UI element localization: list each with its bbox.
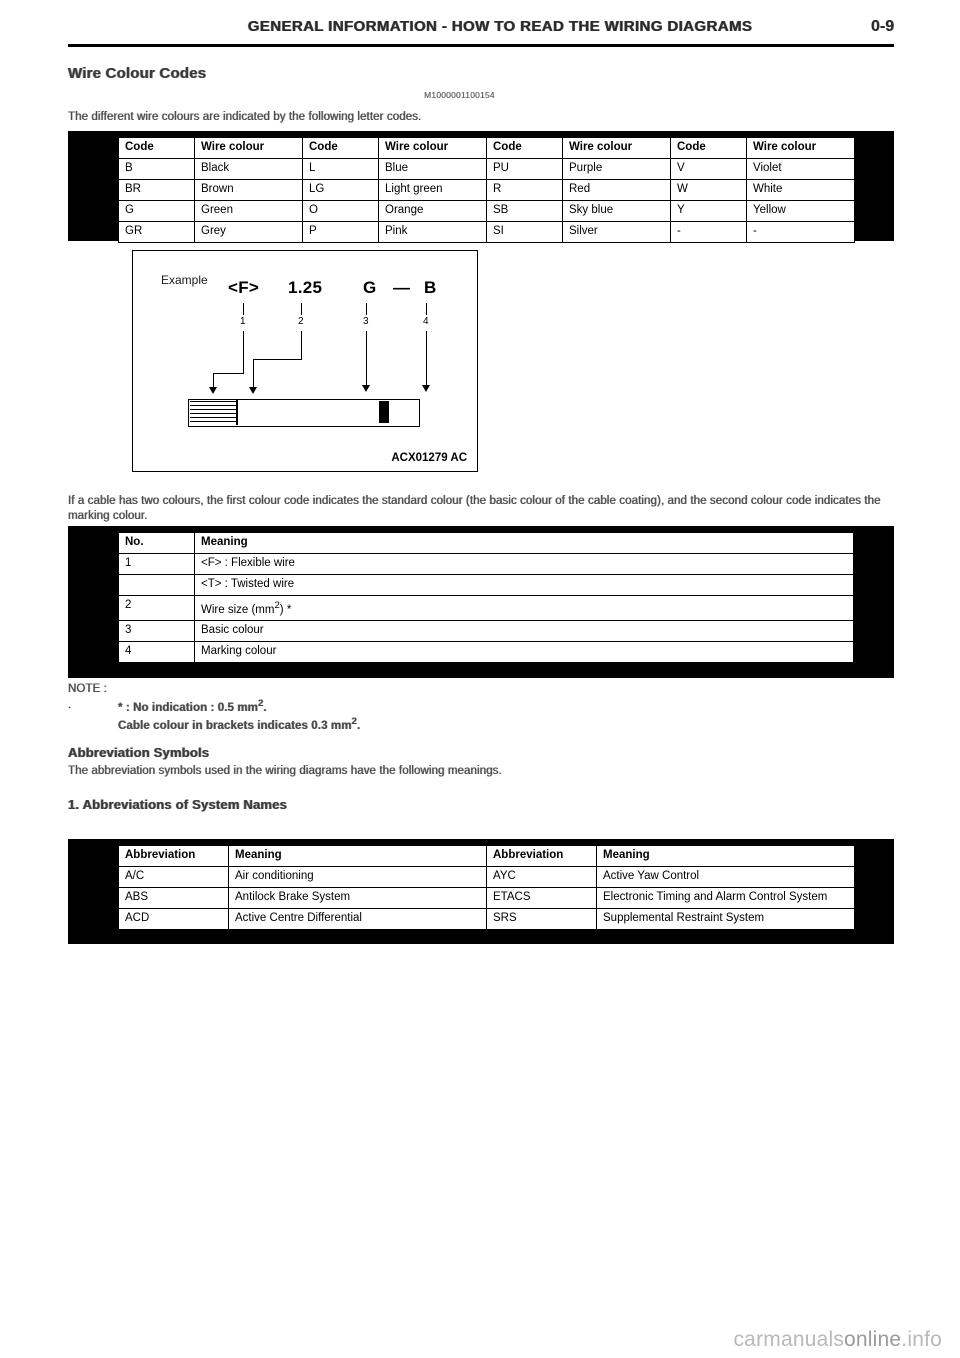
cell-colour: Orange	[379, 201, 487, 222]
note-line-2: Cable colour in brackets indicates 0.3 $mm^2$.	[118, 716, 361, 732]
col-header-colour-4: Wire colour	[747, 138, 855, 159]
cell-meaning: <F> : Flexible wire	[195, 554, 854, 575]
note-line-1: * : No indication : 0.5 $mm^2$.	[118, 698, 267, 714]
wire-colour-code-table	[118, 137, 855, 243]
cell-code: R	[487, 180, 563, 201]
cell-code: W	[671, 180, 747, 201]
figure-example-label: Example	[161, 273, 208, 287]
cell-colour: Purple	[563, 159, 671, 180]
col-header-code-4: Code	[671, 138, 747, 159]
leader-2-vertical	[301, 331, 302, 359]
cell-meaning: Antilock Brake System	[229, 888, 487, 909]
table-row	[119, 596, 854, 621]
figure-flexible-code: <F>	[228, 278, 260, 297]
page-number: 0-9	[870, 18, 894, 35]
cell-colour: Green	[195, 201, 303, 222]
cell-colour: Pink	[379, 222, 487, 243]
cell-meaning: Electronic Timing and Alarm Control System	[597, 888, 855, 909]
cell-meaning: Supplemental Restraint System	[597, 909, 855, 930]
leader-2-drop	[253, 359, 254, 389]
cell-colour: Sky blue	[563, 201, 671, 222]
abbreviation-intro-text: The abbreviation symbols used in the wiring diagrams have the following meanings.	[68, 765, 502, 777]
cell-colour: Blue	[379, 159, 487, 180]
cell-code: B	[119, 159, 195, 180]
leader-3-arrow	[362, 385, 370, 392]
table-header-row	[119, 533, 854, 554]
cell-code: LG	[303, 180, 379, 201]
col-header-meaning: Meaning	[195, 533, 854, 554]
cell-abbreviation: ETACS	[487, 888, 597, 909]
callout-number-1: 1	[240, 316, 246, 327]
table-row	[119, 180, 855, 201]
col-header-colour-1: Wire colour	[195, 138, 303, 159]
two-colour-note-text: If a cable has two colours, the first colour code indicates the standard colour (the basic colour of the cable coating), and the second colour code indicates the marking colour.	[68, 495, 881, 522]
wire-strand-boundary	[236, 399, 238, 425]
abbreviation-table	[118, 845, 855, 930]
table-header-row	[119, 138, 855, 159]
leader-2-horizontal	[253, 359, 302, 360]
watermark-part-2: online	[844, 1328, 902, 1351]
table-row	[119, 909, 855, 930]
cell-code: P	[303, 222, 379, 243]
cell-meaning: Marking colour	[195, 641, 854, 662]
col-header-meaning-2: Meaning	[597, 846, 855, 867]
cell-meaning: Wire size $(mm^2)$ *	[195, 596, 854, 621]
cell-colour: Violet	[747, 159, 855, 180]
leader-4-arrow	[422, 385, 430, 392]
wire-strands-illustration	[190, 401, 236, 423]
callout-number-3: 3	[363, 316, 369, 327]
note-bullet: .	[68, 699, 72, 711]
cell-meaning: Active Yaw Control	[597, 867, 855, 888]
callout-number-4: 4	[423, 316, 429, 327]
table-row	[119, 641, 854, 662]
cell-meaning: <T> : Twisted wire	[195, 575, 854, 596]
cell-code: PU	[487, 159, 563, 180]
callout-tick-1	[243, 303, 244, 315]
table-row	[119, 867, 855, 888]
header-divider	[68, 44, 894, 47]
col-header-no: No.	[119, 533, 195, 554]
table-row	[119, 620, 854, 641]
wire-colour-intro-text: The different wire colours are indicated by the following letter codes.	[68, 111, 422, 123]
cell-colour: -	[747, 222, 855, 243]
cell-code: V	[671, 159, 747, 180]
section-title-wire-colour-codes: Wire Colour Codes	[68, 65, 207, 82]
table-row	[119, 159, 855, 180]
leader-1-horizontal	[213, 373, 244, 374]
cell-abbreviation: SRS	[487, 909, 597, 930]
col-header-colour-3: Wire colour	[563, 138, 671, 159]
document-reference-code: M1000001100154	[424, 90, 495, 100]
site-watermark	[733, 1328, 942, 1352]
callout-tick-3	[366, 303, 367, 315]
col-header-abbreviation-2: Abbreviation	[487, 846, 597, 867]
note-label: NOTE :	[68, 683, 107, 695]
cell-colour: Light green	[379, 180, 487, 201]
table-row	[119, 575, 854, 596]
callout-tick-4	[426, 303, 427, 315]
cell-abbreviation: ABS	[119, 888, 229, 909]
cell-colour: Yellow	[747, 201, 855, 222]
leader-4-vertical	[426, 331, 427, 387]
figure-wire-size: 1.25	[288, 278, 323, 297]
cell-code: Y	[671, 201, 747, 222]
cell-code: O	[303, 201, 379, 222]
cell-code: GR	[119, 222, 195, 243]
cell-meaning: Active Centre Differential	[229, 909, 487, 930]
watermark-part-1: carmanuals	[733, 1328, 845, 1351]
col-header-code-1: Code	[119, 138, 195, 159]
col-header-abbreviation-1: Abbreviation	[119, 846, 229, 867]
cell-no	[119, 575, 195, 596]
meaning-table	[118, 532, 854, 663]
figure-id-label: ACX01279 AC	[391, 452, 467, 464]
cell-colour: Silver	[563, 222, 671, 243]
table-row	[119, 222, 855, 243]
cell-abbreviation: AYC	[487, 867, 597, 888]
cell-colour: Red	[563, 180, 671, 201]
figure-code-string	[228, 278, 458, 302]
cell-abbreviation: A/C	[119, 867, 229, 888]
cell-code: BR	[119, 180, 195, 201]
cell-code: G	[119, 201, 195, 222]
wire-code-example-figure	[132, 250, 478, 472]
figure-marking-colour-code: B	[424, 278, 437, 297]
leader-1-vertical	[243, 331, 244, 373]
page-title: GENERAL INFORMATION - HOW TO READ THE WIRING DIAGRAMS	[247, 18, 753, 35]
cell-no: 4	[119, 641, 195, 662]
cell-code: -	[671, 222, 747, 243]
table-row	[119, 888, 855, 909]
cell-colour: Brown	[195, 180, 303, 201]
cell-meaning: Basic colour	[195, 620, 854, 641]
cell-no: 3	[119, 620, 195, 641]
leader-2-arrow	[249, 387, 257, 394]
section-title-abbreviation-symbols: Abbreviation Symbols	[68, 745, 210, 760]
cell-colour: Grey	[195, 222, 303, 243]
col-header-code-3: Code	[487, 138, 563, 159]
watermark-part-3: .info	[901, 1328, 942, 1351]
cell-code: SI	[487, 222, 563, 243]
cell-code: L	[303, 159, 379, 180]
figure-dash: —	[393, 278, 411, 297]
wire-marking-band	[379, 401, 389, 423]
callout-number-2: 2	[298, 316, 304, 327]
figure-basic-colour-code: G	[363, 278, 377, 297]
col-header-colour-2: Wire colour	[379, 138, 487, 159]
table-header-row	[119, 846, 855, 867]
col-header-code-2: Code	[303, 138, 379, 159]
cell-colour: Black	[195, 159, 303, 180]
cell-code: SB	[487, 201, 563, 222]
cell-no: 1	[119, 554, 195, 575]
subsection-title-abbreviations-system-names: 1. Abbreviations of System Names	[68, 797, 288, 812]
table-row	[119, 201, 855, 222]
table-row	[119, 554, 854, 575]
leader-3-vertical	[366, 331, 367, 387]
cell-no: 2	[119, 596, 195, 621]
cell-meaning: Air conditioning	[229, 867, 487, 888]
callout-tick-2	[301, 303, 302, 315]
cell-abbreviation: ACD	[119, 909, 229, 930]
col-header-meaning-1: Meaning	[229, 846, 487, 867]
cell-colour: White	[747, 180, 855, 201]
leader-1-arrow	[209, 387, 217, 394]
